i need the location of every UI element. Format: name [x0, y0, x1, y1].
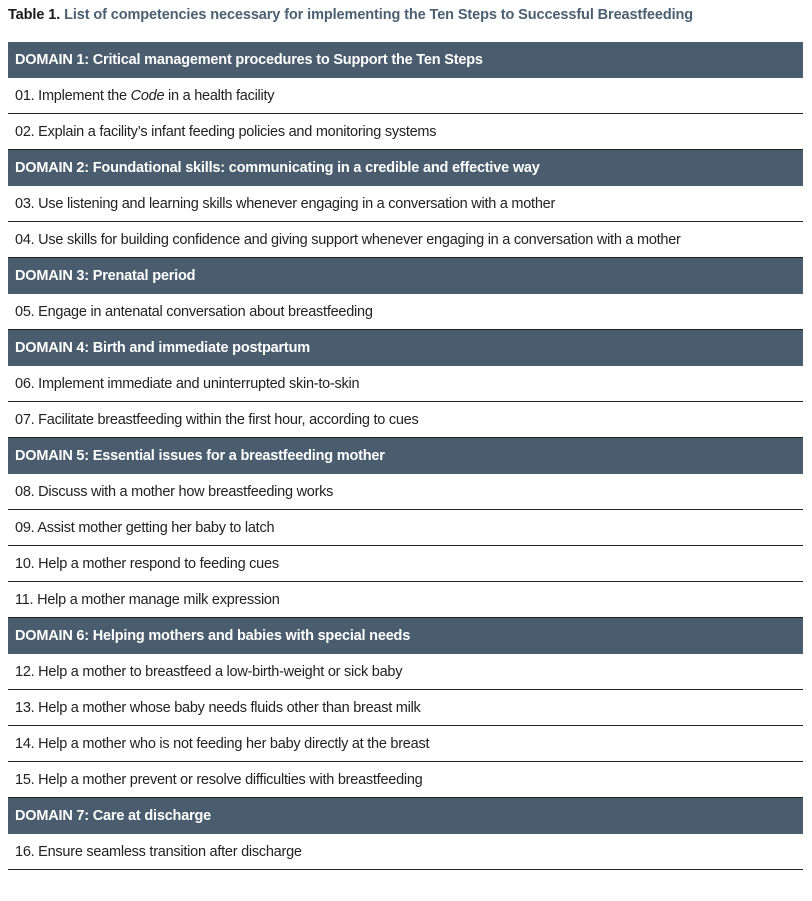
- competency-text-em: Code: [130, 88, 165, 104]
- table-caption-text: List of competencies necessary for implementing the Ten Steps to Successful Breastfeeding: [64, 7, 694, 23]
- domain-header: DOMAIN 4: Birth and immediate postpartum: [8, 330, 803, 366]
- competency-text-pre: 15. Help a mother prevent or resolve difficulties with breastfeeding: [15, 772, 423, 788]
- domain-header: DOMAIN 1: Critical management procedures to Support the Ten Steps: [8, 42, 803, 78]
- competency-row: [8, 114, 803, 150]
- competency-row: [8, 294, 803, 330]
- competency-row: [8, 474, 803, 510]
- competency-text-pre: 11. Help a mother manage milk expression: [15, 592, 280, 608]
- competency-text-pre: 16. Ensure seamless transition after discharge: [15, 844, 302, 860]
- competency-row: [8, 654, 803, 690]
- competency-table: [8, 42, 803, 870]
- table-caption: [8, 4, 693, 26]
- competency-text-pre: 05. Engage in antenatal conversation about breastfeeding: [15, 304, 373, 320]
- competency-text-pre: 02. Explain a facility’s infant feeding policies and monitoring systems: [15, 124, 437, 140]
- competency-text-pre: 08. Discuss with a mother how breastfeeding works: [15, 484, 334, 500]
- competency-row: [8, 222, 803, 258]
- competency-text-pre: 09. Assist mother getting her baby to latch: [15, 520, 275, 536]
- competency-row: [8, 582, 803, 618]
- table-caption-label: Table 1.: [8, 7, 61, 23]
- competency-row: [8, 834, 803, 870]
- domain-header: DOMAIN 6: Helping mothers and babies with special needs: [8, 618, 803, 654]
- competency-text-pre: 14. Help a mother who is not feeding her baby directly at the breast: [15, 736, 430, 752]
- competency-row: [8, 402, 803, 438]
- domain-header: DOMAIN 2: Foundational skills: communicating in a credible and effective way: [8, 150, 803, 186]
- domain-header: DOMAIN 5: Essential issues for a breastfeeding mother: [8, 438, 803, 474]
- competency-row: [8, 510, 803, 546]
- competency-row: [8, 726, 803, 762]
- competency-row: [8, 78, 803, 114]
- competency-row: [8, 366, 803, 402]
- competency-text-pre: 10. Help a mother respond to feeding cues: [15, 556, 279, 572]
- competency-row: [8, 762, 803, 798]
- competency-row: [8, 546, 803, 582]
- competency-text-pre: 13. Help a mother whose baby needs fluids other than breast milk: [15, 700, 421, 716]
- competency-text-post: in a health facility: [164, 88, 275, 104]
- domain-header: DOMAIN 7: Care at discharge: [8, 798, 803, 834]
- competency-row: [8, 690, 803, 726]
- competency-text-pre: 12. Help a mother to breastfeed a low-birth-weight or sick baby: [15, 664, 403, 680]
- competency-text-pre: 04. Use skills for building confidence and giving support whenever engaging in a conversation with a mother: [15, 232, 681, 248]
- competency-text-pre: 03. Use listening and learning skills whenever engaging in a conversation with a mother: [15, 196, 556, 212]
- competency-text-pre: 07. Facilitate breastfeeding within the first hour, according to cues: [15, 412, 419, 428]
- domain-header: DOMAIN 3: Prenatal period: [8, 258, 803, 294]
- competency-text-pre: 01. Implement the: [15, 88, 131, 104]
- competency-row: [8, 186, 803, 222]
- competency-text-pre: 06. Implement immediate and uninterrupted skin-to-skin: [15, 376, 360, 392]
